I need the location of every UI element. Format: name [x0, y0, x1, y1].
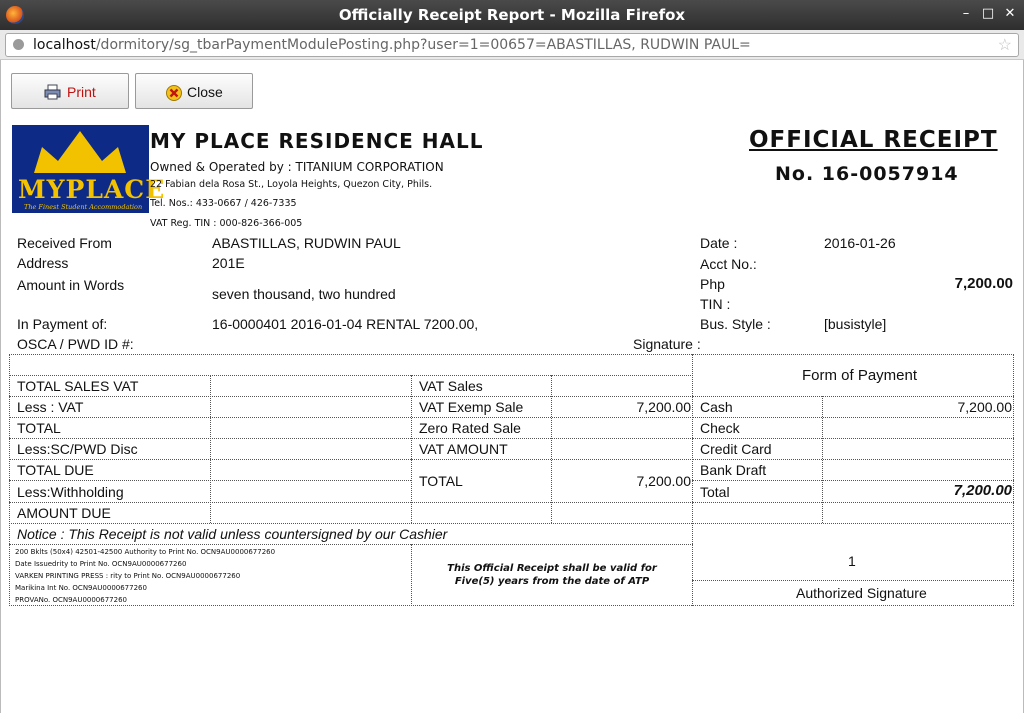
url-field[interactable] [5, 33, 1019, 57]
total-due-label: TOTAL DUE [17, 462, 94, 478]
validity-line: This Official Receipt shall be valid for [447, 563, 657, 574]
row-line [9, 417, 693, 418]
zero-rated-label: Zero Rated Sale [419, 420, 521, 436]
row-line [9, 438, 693, 439]
receipt-title: OFFICIAL RECEIPT [749, 127, 998, 153]
signature-count: 1 [848, 553, 856, 569]
amount-words-value: seven thousand, two hundred [212, 286, 396, 302]
close-circle-icon [166, 85, 182, 101]
row-line [9, 375, 693, 376]
total-sales-vat-label: TOTAL SALES VAT [17, 378, 139, 394]
row-line [692, 580, 1014, 581]
address-value: 201E [212, 255, 245, 271]
url-host: localhost [33, 37, 96, 53]
hall-tel: Tel. Nos.: 433-0667 / 426-7335 [150, 198, 297, 209]
php-label: Php [700, 276, 725, 292]
validity-note [412, 562, 692, 588]
hall-name: MY PLACE RESIDENCE HALL [150, 129, 484, 153]
row-line [9, 544, 693, 545]
url-path: /dormitory/sg_tbarPaymentModulePosting.php?user=1=00657=ABASTILLAS, RUDWIN PAUL= [95, 37, 751, 53]
logo-wordmark: MYPLACE [18, 175, 166, 204]
row-line [692, 459, 1014, 460]
print-label: Print [67, 84, 96, 100]
fine-print-line: PROVANo. OCN9AU0000677260 [15, 596, 127, 604]
col-line [551, 375, 552, 523]
col-line [822, 396, 823, 523]
notice-text: Notice : This Receipt is not valid unless countersigned by our Cashier [17, 526, 448, 542]
less-vat-label: Less : VAT [17, 399, 84, 415]
row-line [692, 417, 1014, 418]
print-button[interactable] [11, 73, 129, 109]
bus-style-label: Bus. Style : [700, 316, 771, 332]
date-label: Date : [700, 235, 738, 251]
printer-icon [44, 84, 61, 100]
minimize-icon[interactable]: – [962, 6, 970, 21]
authorized-signature-label: Authorized Signature [796, 585, 927, 601]
acct-label: Acct No.: [700, 256, 757, 272]
payment-total-value: 7,200.00 [953, 482, 1012, 499]
total-label: TOTAL [17, 420, 61, 436]
payment-of-value: 16-0000401 2016-01-04 RENTAL 7200.00, [212, 316, 479, 332]
amount-words-label: Amount in Words [17, 277, 125, 293]
close-button[interactable] [135, 73, 253, 109]
receipt-number: No. 16-0057914 [775, 163, 959, 185]
close-window-icon[interactable]: ✕ [1004, 6, 1016, 21]
window-titlebar [0, 0, 1024, 31]
credit-card-label: Credit Card [700, 441, 772, 457]
window-title: Officially Receipt Report - Mozilla Firefox [338, 6, 686, 24]
total2-label: TOTAL [419, 473, 463, 489]
row-line [411, 459, 693, 460]
less-sc-pwd-label: Less:SC/PWD Disc [17, 441, 138, 457]
logo-tagline: The Finest Student Accommodation [24, 203, 143, 211]
vat-exempt-label: VAT Exemp Sale [419, 399, 524, 415]
fine-print-line: 200 Bklts (50x4) 42501-42500 Authority to Print No. OCN9AU0000677260 [15, 548, 276, 556]
row-line [692, 502, 1014, 503]
fine-print-line: VARKEN PRINTING PRESS : rity to Print No. OCN9AU0000677260 [15, 572, 241, 580]
owned-by: Owned & Operated by : TITANIUM CORPORATION [150, 160, 444, 174]
php-amount: 7,200.00 [954, 275, 1013, 292]
tin-label: TIN : [700, 296, 731, 312]
row-line [9, 396, 693, 397]
less-withholding-label: Less:Withholding [17, 484, 124, 500]
globe-icon [13, 39, 24, 50]
vat-amount-label: VAT AMOUNT [419, 441, 508, 457]
hall-address: 22 Fabian dela Rosa St., Loyola Heights, Quezon City, Phils. [150, 179, 433, 190]
col-line [411, 375, 412, 523]
fine-print-line: Date Issuedrity to Print No. OCN9AU0000677260 [15, 560, 187, 568]
row-line [692, 480, 1014, 481]
address-label: Address [17, 255, 69, 271]
cash-label: Cash [700, 399, 733, 415]
check-label: Check [700, 420, 740, 436]
vat-tin: VAT Reg. TIN : 000-826-366-005 [150, 218, 303, 229]
maximize-icon[interactable]: □ [981, 6, 995, 21]
row-line [692, 396, 1014, 397]
col-line [210, 375, 211, 523]
close-label: Close [187, 84, 223, 100]
row-line [692, 438, 1014, 439]
bus-style-value: [busistyle] [824, 316, 887, 332]
validity-line: Five(5) years from the date of ATP [454, 576, 650, 587]
myplace-logo [12, 125, 166, 213]
osca-label: OSCA / PWD ID #: [17, 336, 134, 352]
fine-print-line: Marikina Int No. OCN9AU0000677260 [15, 584, 147, 592]
form-of-payment-header: Form of Payment [802, 367, 918, 384]
date-value: 2016-01-26 [824, 235, 896, 251]
payment-of-label: In Payment of: [17, 316, 108, 332]
bookmark-star-icon[interactable]: ☆ [997, 37, 1012, 54]
cash-value: 7,200.00 [957, 399, 1012, 415]
row-line [9, 523, 1014, 524]
total2-value: 7,200.00 [636, 473, 691, 489]
received-from-label: Received From [17, 235, 112, 251]
payment-total-label: Total [700, 484, 730, 500]
signature-label: Signature : [633, 336, 701, 352]
amount-due-label: AMOUNT DUE [17, 505, 111, 521]
row-line [9, 502, 693, 503]
address-bar [0, 30, 1024, 60]
vat-exempt-value: 7,200.00 [636, 399, 691, 415]
vat-sales-label: VAT Sales [419, 378, 483, 394]
bank-draft-label: Bank Draft [700, 462, 767, 478]
received-from-value: ABASTILLAS, RUDWIN PAUL [212, 235, 401, 251]
